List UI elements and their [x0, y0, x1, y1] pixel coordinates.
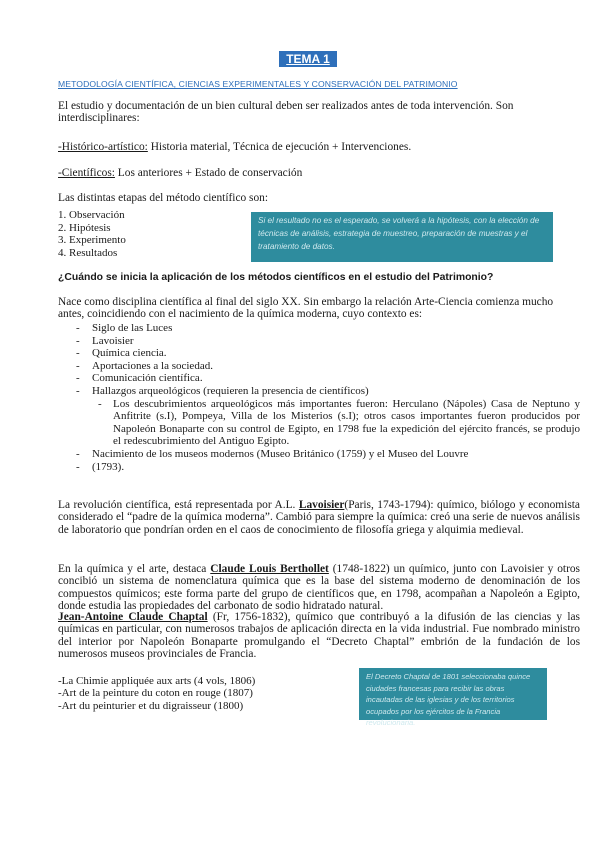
step-item: 4. Resultados — [58, 246, 118, 259]
berthollet-name: Claude Louis Berthollet — [210, 563, 329, 575]
section-subtitle: METODOLOGÍA CIENTÍFICA, CIENCIAS EXPERIMENTALES Y CONSERVACIÓN DEL PATRIMONIO — [58, 79, 458, 89]
list-item: -La Chimie appliquée aux arts (4 vols, 1806) — [58, 675, 256, 687]
list-item: - Nacimiento de los museos modernos (Museo Británico (1759) y el Museo del Louvre — [58, 448, 580, 461]
cientificos-text: Los anteriores + Estado de conservación — [114, 167, 303, 179]
cientificos-label: -Científicos: — [58, 167, 115, 179]
step-item: 2. Hipótesis — [58, 221, 111, 234]
list-item: - Comunicación científica. — [58, 372, 580, 385]
list-item: - Química ciencia. — [58, 347, 580, 360]
list-item: -Art du peinturier et du digraisseur (1800) — [58, 699, 244, 712]
step-item: 1. Observación — [58, 209, 125, 221]
steps-list — [58, 209, 238, 259]
list-item: -Art de la peinture du coton en rouge (1807) — [58, 687, 253, 700]
step-item: 3. Experimento — [58, 234, 126, 247]
historico-text: Historia material, Técnica de ejecución + Intervenciones. — [147, 141, 412, 153]
hypothesis-note: Si el resultado no es el esperado, se volverá a la hipótesis, con la elección de técnicas de análisis, estrategia de muestreo, preparación de muestras y el tratamiento de datos. — [251, 212, 553, 262]
lavoisier-pre: La revolución científica, está representada por A.L. — [58, 499, 299, 511]
list-item: - (1793). — [58, 461, 580, 474]
page-title: TEMA 1 — [279, 51, 337, 67]
section-question: ¿Cuándo se inicia la aplicación de los métodos científicos en el estudio del Patrimonio? — [58, 272, 494, 283]
berthollet-pre: En la química y el arte, destaca — [58, 563, 211, 575]
decreto-note: El Decreto Chaptal de 1801 seleccionaba quince ciudades francesas para recibir las obras incautadas de las iglesias y de los territorios ocupados por los ejércitos de la Francia revolucionaria. — [359, 668, 547, 720]
list-item: - Aportaciones a la sociedad. — [58, 360, 580, 373]
berthollet-post: (1748-1822) un químico, junto con Lavoisier y otros concibió un sistema de nomenclatura química que es la base del sistema moderno de denominación de los compuestos químicos; este forma parte del grupo de científicos que, en 1798, acompañan a Napoleón a Egipto, donde estudia las propiedades del carbonato de sodio hidratado natural. — [58, 563, 580, 613]
historico-line — [58, 141, 578, 153]
intro-paragraph: El estudio y documentación de un bien cultural deben ser realizados antes de toda intervención. Son interdisciplinares: — [58, 100, 514, 125]
list-item: - Hallazgos arqueológicos (requieren la presencia de científicos) — [58, 385, 580, 398]
sub-list-item: - Los descubrimientos arqueológicos más importantes fueron: Herculano (Nápoles) Casa de Neptuno y Anfitrite (s.I), Pompeya, Villa de los Misterios (s.I); otros casos importantes fueron producidos por Napoleón Bonaparte con su control de Egipto, en 1798 fue la expedición del ejército francés, se produjo el redescubrimiento del Antiguo Egipto. — [58, 398, 580, 448]
steps-intro: Las distintas etapas del método científico son: — [58, 192, 269, 204]
lavoisier-paragraph — [58, 499, 580, 536]
chaptal-name: Jean-Antoine Claude Chaptal — [58, 611, 208, 623]
chaptal-paragraph — [58, 611, 580, 661]
cientificos-line — [58, 167, 578, 179]
chaptal-works-list — [58, 675, 348, 712]
list-item: - Siglo de las Luces — [58, 322, 580, 335]
historico-label: -Histórico-artístico: — [58, 141, 148, 153]
nace-paragraph: Nace como disciplina científica al final del siglo XX. Sin embargo la relación Arte-Ciencia comienza mucho antes, coincidiendo con el nacimiento de la química moderna, cuyo contexto es: — [58, 296, 554, 321]
lavoisier-name: Lavoisier — [298, 499, 345, 511]
context-list — [58, 322, 580, 473]
berthollet-paragraph — [58, 563, 580, 613]
lavoisier-post: (Paris, 1743-1794): químico, biólogo y economista considerado el “padre de la química moderna”. Cambió para siempre la química: creó una serie de nuevos análisis de laboratorio que pondrían orden en el caos de conocimiento de filosofía griega y alquimia medieval. — [58, 499, 580, 536]
chaptal-post: (Fr, 1756-1832), químico que contribuyó a la difusión de las ciencias y las químicas en particular, con numerosos trabajos de aplicación directa en la vida industrial. Fue nombrado ministro del interior por Napoleón Bonaparte promulgando el “Decreto Chaptal” embrión de la fundación de los numerosos museos provinciales de Francia. — [58, 611, 580, 661]
list-item: - Lavoisier — [58, 335, 580, 348]
